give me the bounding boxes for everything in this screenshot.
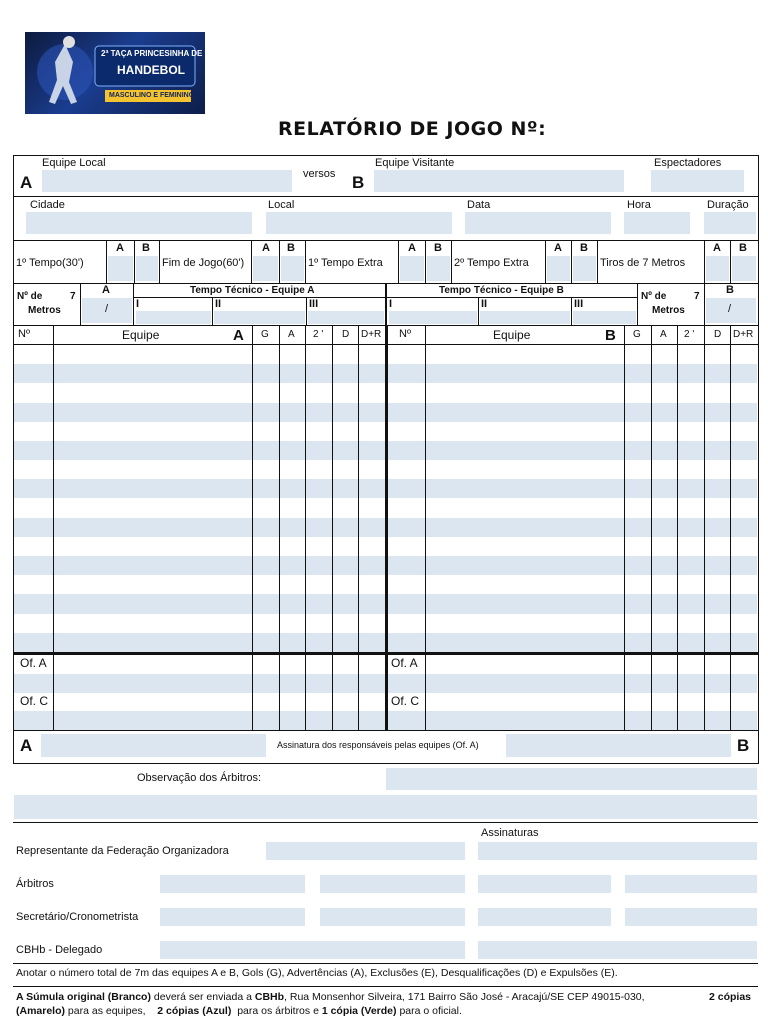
official-c-label-left: Of. C bbox=[20, 694, 49, 708]
col-team-a-marker: A bbox=[233, 327, 244, 344]
extra2-b-field[interactable] bbox=[573, 256, 596, 281]
hora-field[interactable] bbox=[624, 212, 690, 234]
tempo1-a-field[interactable] bbox=[108, 256, 133, 281]
delegado-label: CBHb - Delegado bbox=[16, 944, 103, 956]
tt-a-1-field[interactable] bbox=[136, 311, 211, 324]
tt-b-3-field[interactable] bbox=[573, 311, 636, 324]
sign-team-b-marker: B bbox=[737, 736, 750, 755]
observacao-field-2[interactable] bbox=[14, 795, 757, 819]
divider bbox=[13, 196, 758, 197]
team-b-marker: B bbox=[352, 173, 365, 192]
grid-line bbox=[704, 283, 705, 325]
arbitro-field-1[interactable] bbox=[160, 875, 305, 893]
team-a-marker: A bbox=[20, 173, 33, 192]
official-a-label-left: Of. A bbox=[20, 656, 47, 670]
footer-copies-yellow: 2 cópias bbox=[709, 991, 752, 1003]
tt-b-1: I bbox=[389, 298, 393, 310]
tt-a-3-field[interactable] bbox=[308, 311, 384, 324]
arbitro-field-3[interactable] bbox=[478, 875, 611, 893]
tiros-a: A bbox=[713, 242, 721, 254]
grid-line bbox=[212, 297, 213, 325]
tempo1-b-field[interactable] bbox=[136, 256, 158, 281]
n7a-line1: Nº de bbox=[17, 291, 43, 302]
extra2-b: B bbox=[580, 242, 588, 254]
tt-b-3: III bbox=[574, 298, 584, 310]
cidade-label: Cidade bbox=[30, 199, 65, 211]
footer-azul: 2 cópias (Azul) bbox=[157, 1005, 232, 1017]
secretario-label: Secretário/Cronometrista bbox=[16, 911, 139, 923]
hora-label: Hora bbox=[627, 199, 651, 211]
grid-line bbox=[387, 297, 637, 298]
tt-a-2: II bbox=[215, 298, 222, 310]
footer-original: A Súmula original (Branco) bbox=[16, 991, 151, 1003]
logo-line1: 2ª TAÇA PRINCESINHA DE bbox=[101, 49, 203, 58]
footer-equipes: para as equipes, bbox=[65, 1005, 146, 1017]
grid-line bbox=[571, 240, 572, 283]
grid-line bbox=[451, 240, 452, 283]
secretario-field-1[interactable] bbox=[160, 908, 305, 926]
tt-a-1: I bbox=[136, 298, 140, 310]
extra1-a: A bbox=[408, 242, 416, 254]
col-a-b: A bbox=[660, 329, 667, 340]
tt-b-2: II bbox=[481, 298, 488, 310]
tt-b-title: Tempo Técnico - Equipe B bbox=[439, 285, 564, 296]
tiros-b-field[interactable] bbox=[732, 256, 756, 281]
n7b-seven: 7 bbox=[694, 291, 700, 302]
versos-label: versos bbox=[303, 168, 336, 180]
tiros-a-field[interactable] bbox=[706, 256, 729, 281]
rep-field-2[interactable] bbox=[478, 842, 757, 860]
duracao-field[interactable] bbox=[704, 212, 756, 234]
footer-line-1 bbox=[16, 992, 645, 1003]
logo-line2: HANDEBOL bbox=[117, 63, 185, 77]
grid-line bbox=[425, 240, 426, 283]
col-g-b: G bbox=[633, 329, 641, 340]
col-dr-a: D+R bbox=[361, 329, 382, 340]
official-a-label-right: Of. A bbox=[391, 656, 418, 670]
arbitros-label: Árbitros bbox=[16, 878, 54, 890]
grid-line bbox=[305, 240, 306, 283]
col-no-b: Nº bbox=[399, 328, 411, 340]
grid-line bbox=[597, 240, 598, 283]
instructions-note: Anotar o número total de 7m das equipes A e B, Gols (G), Advertências (A), Exclusões (E), Desqualificações (D) e Expulsões (E). bbox=[16, 967, 618, 979]
footer-address: , Rua Monsenhor Silveira, 171 Bairro São José - Aracajú/SE CEP 49015-030, bbox=[284, 991, 645, 1003]
page-title: RELATÓRIO DE JOGO Nº: bbox=[278, 118, 547, 140]
grid-line bbox=[279, 240, 280, 283]
arbitro-field-4[interactable] bbox=[625, 875, 757, 893]
grid-line bbox=[358, 325, 359, 730]
extra2-a-field[interactable] bbox=[547, 256, 570, 281]
rep-field-1[interactable] bbox=[266, 842, 465, 860]
sign-caption: Assinatura dos responsáveis pelas equipes (Of. A) bbox=[277, 740, 479, 750]
footer-amarelo: (Amarelo) bbox=[16, 1005, 66, 1017]
grid-line bbox=[385, 283, 387, 325]
local-label: Local bbox=[268, 199, 295, 211]
grid-line bbox=[251, 240, 252, 283]
sign-team-a-field[interactable] bbox=[41, 734, 266, 757]
extra2-a: A bbox=[554, 242, 562, 254]
n7b-line2: Metros bbox=[652, 305, 685, 316]
local-field[interactable] bbox=[266, 212, 452, 234]
grid-line bbox=[704, 325, 705, 730]
n7b-slash: / bbox=[728, 303, 732, 315]
col-d-a: D bbox=[342, 329, 350, 340]
sign-team-b-field[interactable] bbox=[506, 734, 731, 757]
delegado-field-1[interactable] bbox=[160, 941, 465, 959]
col-2-a: 2 ' bbox=[313, 329, 324, 340]
rep-label: Representante da Federação Organizadora bbox=[16, 845, 229, 857]
n7a-line2: Metros bbox=[28, 305, 61, 316]
col-2-b: 2 ' bbox=[684, 329, 695, 340]
col-g-a: G bbox=[261, 329, 269, 340]
col-equipe-b: Equipe bbox=[493, 328, 531, 342]
grid-line bbox=[398, 240, 399, 283]
fim-a: A bbox=[262, 242, 270, 254]
fim-b-field[interactable] bbox=[281, 256, 304, 281]
footer-cbhb: CBHb bbox=[254, 991, 285, 1003]
grid-line bbox=[159, 240, 160, 283]
grid-line bbox=[704, 240, 705, 283]
tt-b-2-field[interactable] bbox=[480, 311, 570, 324]
sign-team-a-marker: A bbox=[20, 736, 33, 755]
col-no-a: Nº bbox=[18, 328, 30, 340]
tt-a-3: III bbox=[309, 298, 319, 310]
tempo1-b: B bbox=[142, 242, 150, 254]
equipe-local-field[interactable] bbox=[42, 170, 292, 192]
footer-text: deverá ser enviada a bbox=[150, 991, 255, 1003]
secretario-field-3[interactable] bbox=[478, 908, 611, 926]
grid-line bbox=[305, 325, 306, 730]
grid-line bbox=[624, 325, 625, 730]
grid-line bbox=[252, 325, 253, 730]
col-a-a: A bbox=[288, 329, 295, 340]
delegado-field-2[interactable] bbox=[478, 941, 757, 959]
equipe-local-label: Equipe Local bbox=[42, 157, 106, 169]
footer-oficial: para o oficial. bbox=[396, 1005, 462, 1017]
footer-verde: 1 cópia (Verde) bbox=[321, 1005, 397, 1017]
grid-line bbox=[730, 325, 731, 730]
grid-line bbox=[545, 240, 546, 283]
footer-arbitros: para os árbitros e bbox=[234, 1005, 322, 1017]
col-dr-b: D+R bbox=[733, 329, 754, 340]
official-c-label-right: Of. C bbox=[391, 694, 420, 708]
col-equipe-a: Equipe bbox=[122, 328, 160, 342]
logo-line3: MASCULINO E FEMININO bbox=[109, 92, 195, 99]
grid-line bbox=[106, 240, 107, 283]
divider bbox=[13, 240, 758, 241]
divider bbox=[13, 986, 758, 987]
n7a-seven: 7 bbox=[70, 291, 76, 302]
grid-line bbox=[651, 325, 652, 730]
grid-line bbox=[332, 325, 333, 730]
espectadores-field[interactable] bbox=[651, 170, 744, 192]
grid-line bbox=[306, 297, 307, 325]
grid-line bbox=[730, 240, 731, 283]
extra1-b-field[interactable] bbox=[427, 256, 450, 281]
duracao-label: Duração bbox=[707, 199, 749, 211]
tempo1-label: 1º Tempo(30') bbox=[16, 257, 84, 269]
n7a-slash: / bbox=[105, 303, 109, 315]
data-label: Data bbox=[467, 199, 491, 211]
secretario-field-4[interactable] bbox=[625, 908, 757, 926]
fim-a-field[interactable] bbox=[253, 256, 278, 281]
secretario-field-2[interactable] bbox=[320, 908, 465, 926]
n7b-line1: Nº de bbox=[641, 291, 667, 302]
col-team-b-marker: B bbox=[605, 327, 616, 344]
grid-line bbox=[637, 283, 638, 325]
grid-line bbox=[571, 297, 572, 325]
tt-b-1-field[interactable] bbox=[389, 311, 477, 324]
extra1-b: B bbox=[434, 242, 442, 254]
divider bbox=[13, 822, 758, 823]
n7b-header: B bbox=[726, 284, 734, 296]
tiros-b: B bbox=[739, 242, 747, 254]
grid-line bbox=[385, 325, 388, 730]
grid-line bbox=[80, 283, 81, 325]
grid-line bbox=[53, 325, 54, 730]
extra2-label: 2º Tempo Extra bbox=[454, 257, 529, 269]
n7a-header: A bbox=[102, 284, 110, 296]
tiros-label: Tiros de 7 Metros bbox=[600, 257, 686, 269]
fim-b: B bbox=[287, 242, 295, 254]
data-field[interactable] bbox=[465, 212, 611, 234]
extra1-a-field[interactable] bbox=[400, 256, 424, 281]
equipe-visitante-label: Equipe Visitante bbox=[375, 157, 455, 169]
tt-a-title: Tempo Técnico - Equipe A bbox=[190, 285, 315, 296]
arbitro-field-2[interactable] bbox=[320, 875, 465, 893]
grid-line bbox=[133, 283, 134, 325]
cidade-field[interactable] bbox=[26, 212, 252, 234]
observacao-label: Observação dos Árbitros: bbox=[137, 772, 262, 784]
divider bbox=[13, 963, 758, 964]
divider bbox=[13, 730, 758, 731]
assinaturas-label: Assinaturas bbox=[481, 827, 539, 839]
grid-line bbox=[279, 325, 280, 730]
equipe-visitante-field[interactable] bbox=[374, 170, 624, 192]
grid-line bbox=[677, 325, 678, 730]
espectadores-label: Espectadores bbox=[654, 157, 722, 169]
tournament-logo bbox=[25, 32, 205, 114]
grid-line bbox=[134, 240, 135, 283]
grid-line bbox=[478, 297, 479, 325]
extra1-label: 1º Tempo Extra bbox=[308, 257, 383, 269]
footer-line-2 bbox=[16, 1006, 462, 1017]
fim-jogo-label: Fim de Jogo(60') bbox=[162, 257, 245, 269]
tempo1-a: A bbox=[116, 242, 124, 254]
observacao-field-1[interactable] bbox=[386, 768, 757, 790]
col-d-b: D bbox=[714, 329, 722, 340]
grid-line bbox=[133, 297, 385, 298]
tt-a-2-field[interactable] bbox=[214, 311, 305, 324]
grid-line bbox=[425, 325, 426, 730]
